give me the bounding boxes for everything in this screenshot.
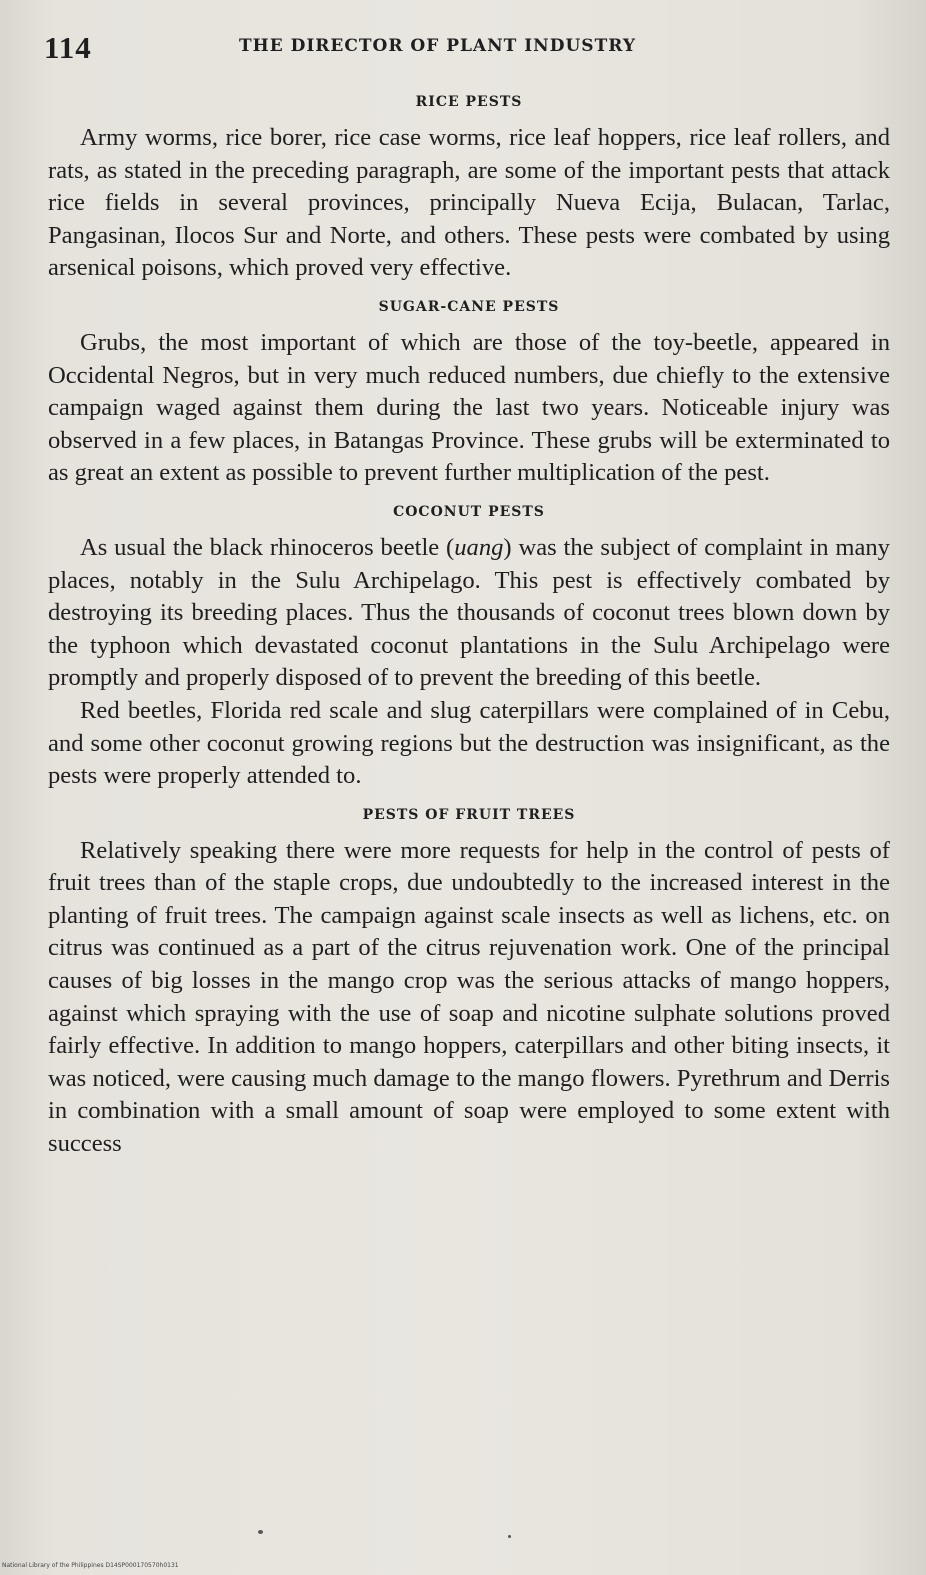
paragraph-sugar-cane-pests: Grubs, the most important of which are those of the toy-beetle, appeared in Occidental Negros, but in very much reduced numbers, due chiefly to the extensive campaign waged against them during the last two years. Noticeable injury was observed in a few places, in Batangas Province. These grubs will be exterminated to as great an extent as possible to prevent further multiplication of the pest. [48, 328, 890, 487]
section-heading-coconut-pests: COCONUT PESTS [393, 503, 545, 520]
paragraph-coconut-pests-2: Red beetles, Florida red scale and slug caterpillars were complained of in Cebu, and some other coconut growing regions but the destruction was insignificant, as the pests were properly attended to. [48, 696, 890, 790]
section-heading-sugar-cane-pests: SUGAR-CANE PESTS [378, 298, 560, 315]
running-title: THE DIRECTOR OF PLANT INDUSTRY [239, 36, 636, 56]
paragraph-coconut-pests-1 [48, 532, 890, 695]
page-number: 114 [44, 30, 92, 65]
page-header [44, 30, 904, 70]
section-heading-pests-of-fruit-trees: PESTS OF FRUIT TREES [362, 806, 576, 823]
paragraph-pests-of-fruit-trees: Relatively speaking there were more requests for help in the control of pests of fruit trees than of the staple crops, due undoubtedly to the increased interest in the planting of fruit trees. The campaign against scale insects as well as lichens, etc. on citrus was continued as a part of the citrus rejuvenation work. One of the principal causes of big losses in the mango crop was the serious attacks of mango hoppers, against which spraying with the use of soap and nicotine sulphate solutions proved fairly effective. In addition to mango hoppers, caterpillars and other biting insects, it was noticed, were causing much damage to the mango flowers. Pyrethrum and Derris in combination with a small amount of soap were employed to some extent with success [48, 836, 890, 1158]
text-run: As usual the black rhinoceros beetle ( [80, 533, 455, 561]
italic-term-uang: uang [454, 533, 504, 561]
paragraph-rice-pests: Army worms, rice borer, rice case worms, rice leaf hoppers, rice leaf rollers, and rats, as stated in the preceding paragraph, are some of the important pests that attack rice fields in several provinces, principally Nueva Ecija, Bulacan, Tarlac, Pangasinan, Ilocos Sur and Norte, and others. These pests were combated by using arsenical poisons, which proved very effective. [48, 124, 890, 282]
scan-speck [258, 1530, 263, 1534]
text-run: ) was the subject of complaint in many places, notably in the Sulu Archipelago. This pest is effectively combated by destroying its breeding places. Thus the thousands of coconut trees blown down by the typhoon which devastated coconut plantations in the Sulu Archipelago were promptly and properly disposed of to prevent the breeding of this beetle. [48, 533, 890, 692]
archive-credit-line: National Library of the Philippines D14SP000170570h0131 [2, 1562, 179, 1569]
section-heading-rice-pests: RICE PESTS [415, 94, 523, 110]
page-body [48, 90, 890, 1175]
scan-speck [508, 1535, 511, 1538]
